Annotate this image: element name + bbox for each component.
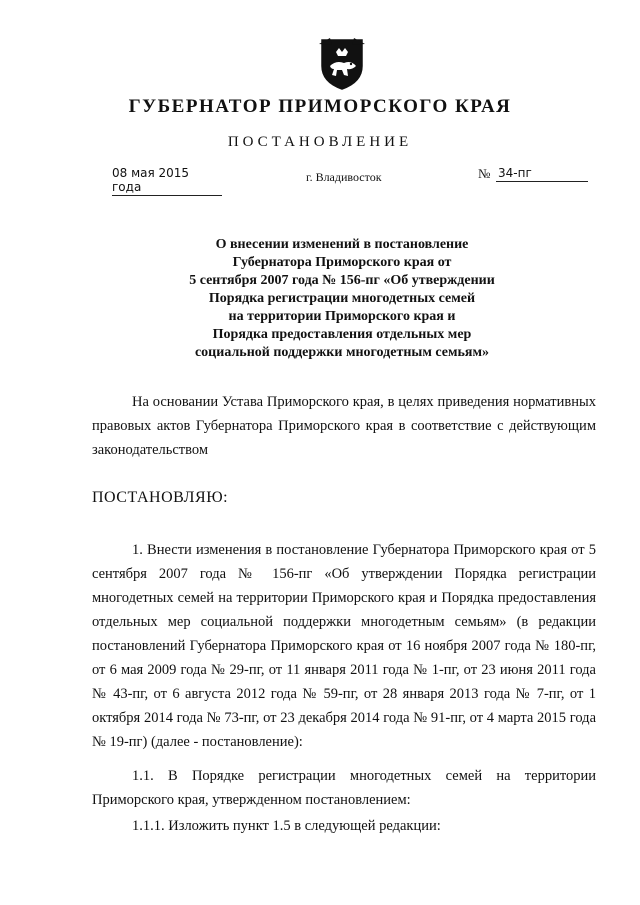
title-line: Порядка предоставления отдельных мер [212, 327, 472, 342]
number-sign: № [478, 166, 491, 181]
preamble-paragraph: На основании Устава Приморского края, в целях приведения нормативных правовых актов Губернатора Приморского края в соответствие с действующим законодательством [92, 394, 596, 458]
title-line: на территории Приморского края и [228, 309, 456, 324]
document-title [150, 236, 534, 362]
title-line: социальной поддержки многодетным семьям» [194, 345, 490, 360]
title-line: Порядка регистрации многодетных семей [208, 291, 476, 306]
document-type: ПОСТАНОВЛЕНИЕ [227, 134, 413, 150]
primorsky-krai-coat-of-arms-icon [314, 36, 370, 92]
decree-heading: ПОСТАНОВЛЯЮ: [92, 489, 229, 506]
title-line: О внесении изменений в постановление [215, 237, 469, 252]
item-1-paragraph: 1. Внести изменения в постановление Губернатора Приморского края от 5 сентября 2007 года № 156-пг «Об утверждении Порядка регистрации многодетных семей на территории Приморского края и Порядка предоставления отдельных мер социальной поддержки многодетным семьям» (в редакции постановлений Губернатора Приморского края от 16 ноября 2007 года № 180-пг, от 6 мая 2009 года № 29-пг, от 11 января 2011 года № 1-пг, от 23 июня 2011 года № 43-пг, от 6 августа 2012 года № 59-пг, от 28 января 2013 года № 7-пг, от 1 октября 2014 года № 73-пг, от 23 декабря 2014 года № 91-пг, от 4 марта 2015 года № 19-пг) (далее - постановление): [92, 542, 596, 750]
item-1-1-1-paragraph: 1.1.1. Изложить пункт 1.5 в следующей редакции: [132, 818, 441, 834]
document-city: г. Владивосток [306, 170, 382, 184]
title-line: 5 сентября 2007 года № 156-пг «Об утверждении [189, 273, 495, 288]
document-date: 08 мая 2015 года [112, 166, 222, 196]
issuing-authority: ГУБЕРНАТОР ПРИМОРСКОГО КРАЯ [128, 96, 512, 117]
document-number: 34-пг [496, 166, 588, 182]
item-1-1-paragraph: 1.1. В Порядке регистрации многодетных семей на территории Приморского края, утвержденном постановлением: [92, 768, 596, 808]
title-line: Губернатора Приморского края от [232, 255, 452, 270]
